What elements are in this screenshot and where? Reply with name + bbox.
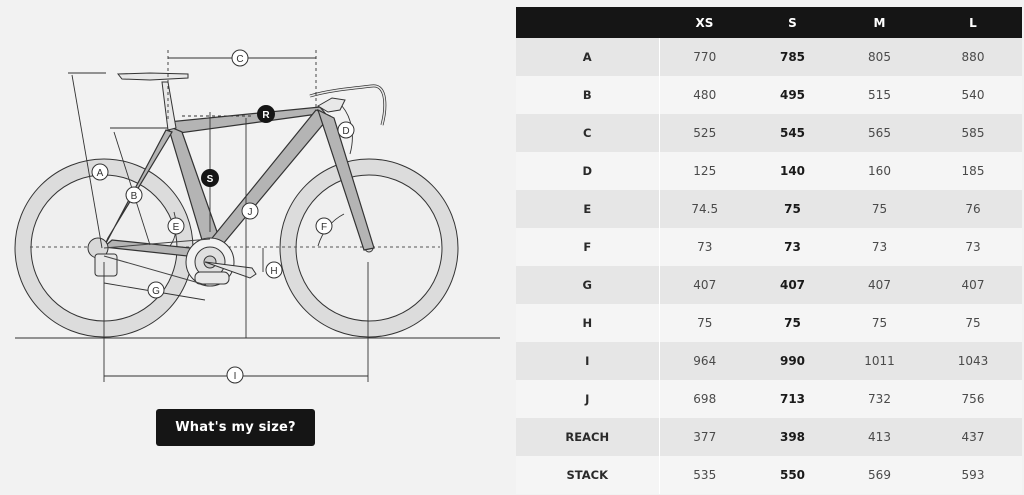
cell-xs: 125 xyxy=(693,164,717,178)
svg-text:H: H xyxy=(270,266,278,277)
label-i xyxy=(227,367,243,383)
label-a xyxy=(92,164,108,180)
svg-text:J: J xyxy=(247,207,253,218)
table-row xyxy=(516,152,1022,190)
row-label: REACH xyxy=(516,418,659,456)
cell-l: 585 xyxy=(961,126,985,140)
label-b xyxy=(126,187,142,203)
table-row xyxy=(516,342,1022,380)
whats-my-size-button[interactable]: What's my size? xyxy=(156,409,315,446)
svg-text:E: E xyxy=(172,222,180,233)
label-f xyxy=(316,218,332,234)
row-label: I xyxy=(516,342,659,380)
row-label: D xyxy=(516,152,659,190)
badge-stack xyxy=(201,169,219,187)
table-row xyxy=(516,380,1022,418)
table-row xyxy=(516,114,1022,152)
cell-l: 880 xyxy=(961,50,985,64)
table-row xyxy=(516,190,1022,228)
svg-text:B: B xyxy=(130,191,138,202)
cell-m: 75 xyxy=(871,202,888,216)
cell-xs: 75 xyxy=(697,316,713,330)
row-label: C xyxy=(516,114,659,152)
cell-m: 75 xyxy=(871,316,888,330)
table-header-row xyxy=(516,7,1022,38)
cell-xs: 407 xyxy=(693,278,717,292)
cell-l: 75 xyxy=(965,316,981,330)
table-row xyxy=(516,304,1022,342)
cell-l: 73 xyxy=(965,240,981,254)
table-row xyxy=(516,38,1022,76)
cell-xs: 770 xyxy=(693,50,717,64)
cell-m: 413 xyxy=(868,430,891,444)
header-l: L xyxy=(969,15,977,30)
cell-s: 75 xyxy=(784,316,801,330)
table-row xyxy=(516,418,1022,456)
cell-l: 593 xyxy=(961,468,985,482)
row-label: J xyxy=(516,380,659,418)
cell-s: 140 xyxy=(779,164,806,178)
cell-l: 437 xyxy=(961,430,985,444)
cell-s: 495 xyxy=(779,88,806,102)
label-g xyxy=(148,282,164,298)
row-label: F xyxy=(516,228,659,266)
cell-m: 1011 xyxy=(864,354,895,368)
cell-m: 569 xyxy=(868,468,891,482)
cell-l: 756 xyxy=(961,392,985,406)
row-label: STACK xyxy=(516,456,659,494)
header-s: S xyxy=(788,15,797,30)
label-j xyxy=(242,203,258,219)
cell-m: 805 xyxy=(868,50,891,64)
badge-reach xyxy=(257,105,275,123)
svg-text:R: R xyxy=(262,110,270,121)
cell-s: 713 xyxy=(779,392,806,406)
cell-s: 398 xyxy=(779,430,806,444)
row-label: E xyxy=(516,190,659,228)
cell-s: 550 xyxy=(779,468,806,482)
table-row xyxy=(516,76,1022,114)
table-row xyxy=(516,228,1022,266)
label-h xyxy=(266,262,282,278)
cell-xs: 377 xyxy=(693,430,717,444)
row-label: H xyxy=(516,304,659,342)
cell-l: 185 xyxy=(961,164,985,178)
cell-m: 565 xyxy=(868,126,891,140)
svg-text:A: A xyxy=(96,168,104,179)
svg-text:C: C xyxy=(236,54,244,65)
cell-xs: 535 xyxy=(693,468,717,482)
svg-text:D: D xyxy=(342,126,350,137)
table-row xyxy=(516,456,1022,494)
cell-xs: 698 xyxy=(693,392,717,406)
header-corner xyxy=(516,7,659,38)
cell-l: 76 xyxy=(965,202,981,216)
cell-s: 407 xyxy=(779,278,806,292)
cell-m: 73 xyxy=(871,240,888,254)
cell-s: 73 xyxy=(784,240,801,254)
label-d xyxy=(338,122,354,138)
cell-s: 545 xyxy=(779,126,806,140)
label-c xyxy=(232,50,248,66)
row-label: A xyxy=(516,38,659,76)
cell-l: 540 xyxy=(961,88,985,102)
label-e xyxy=(168,218,184,234)
svg-text:I: I xyxy=(233,371,237,382)
svg-text:S: S xyxy=(206,174,214,185)
bike-geometry-diagram xyxy=(0,0,500,400)
cell-xs: 525 xyxy=(693,126,717,140)
cell-xs: 964 xyxy=(693,354,717,368)
cell-s: 990 xyxy=(779,354,806,368)
cell-m: 160 xyxy=(868,164,891,178)
cell-xs: 480 xyxy=(693,88,717,102)
cell-m: 407 xyxy=(868,278,891,292)
svg-text:G: G xyxy=(152,286,160,297)
cell-m: 732 xyxy=(868,392,891,406)
header-m: M xyxy=(873,15,886,30)
cell-l: 407 xyxy=(961,278,985,292)
cell-m: 515 xyxy=(868,88,891,102)
cell-xs: 73 xyxy=(697,240,713,254)
row-label: G xyxy=(516,266,659,304)
header-xs: XS xyxy=(695,15,714,30)
cell-xs: 74.5 xyxy=(691,202,719,216)
cell-s: 75 xyxy=(784,202,801,216)
row-label: B xyxy=(516,76,659,114)
table-row xyxy=(516,266,1022,304)
svg-text:F: F xyxy=(320,222,328,233)
cell-l: 1043 xyxy=(957,354,989,368)
cell-s: 785 xyxy=(779,50,806,64)
geometry-diagram-panel xyxy=(0,0,500,495)
geometry-table xyxy=(516,7,1023,494)
